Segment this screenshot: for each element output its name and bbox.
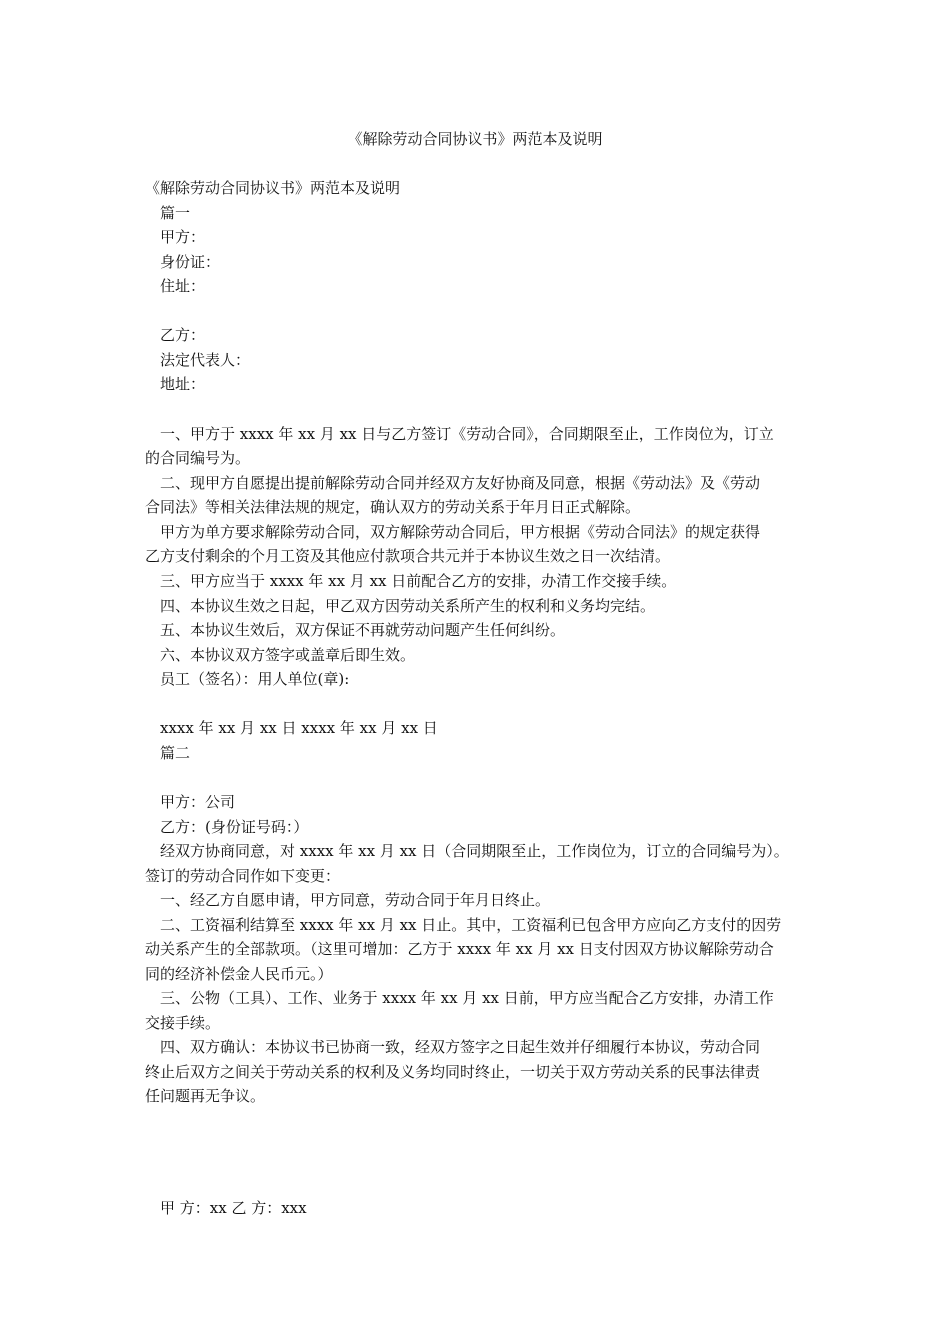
document-title: 《解除劳动合同协议书》两范本及说明 xyxy=(347,130,603,148)
part2-clause4-line2: 终止后双方之间关于劳动关系的权利及义务均同时终止，一切关于双方劳动关系的民事法律责 xyxy=(145,1063,761,1081)
part1-dates: xxxx 年 xx 月 xx 日 xxxx 年 xx 月 xx 日 xyxy=(160,719,438,737)
part1-clause1-line2: 的合同编号为。 xyxy=(145,449,251,467)
part2-intro-line2: 签订的劳动合同作如下变更： xyxy=(145,867,341,885)
part2-clause2-line1: 二、工资福利结算至 xxxx 年 xx 月 xx 日止。其中，工资福利已包含甲方应向乙方支付的因劳 xyxy=(160,916,782,934)
part2-clause2-line3: 同的经济补偿金人民币元。） xyxy=(145,965,333,983)
part2-clause3-line1: 三、公物（工具）、工作、业务于 xxxx 年 xx 月 xx 日前，甲方应当配合乙方安排，办清工作 xyxy=(160,989,774,1007)
part1-clause5: 五、本协议生效后，双方保证不再就劳动问题产生任何纠纷。 xyxy=(160,621,566,639)
part2-clause4-line3: 任问题再无争议。 xyxy=(145,1087,266,1105)
part1-clause2b-line2: 乙方支付剩余的个月工资及其他应付款项合共元并于本协议生效之日一次结清。 xyxy=(145,547,671,565)
part2-heading: 篇二 xyxy=(160,744,191,762)
part2-clause4-line1: 四、双方确认：本协议书已协商一致，经双方签字之日起生效并仔细履行本协议，劳动合同 xyxy=(160,1038,761,1056)
part2-clause3-line2: 交接手续。 xyxy=(145,1014,221,1032)
part1-clause2b-line1: 甲方为单方要求解除劳动合同，双方解除劳动合同后，甲方根据《劳动合同法》的规定获得 xyxy=(160,523,761,541)
part2-clause1: 一、经乙方自愿申请，甲方同意，劳动合同于年月日终止。 xyxy=(160,891,551,909)
part2-clause2-line2: 动关系产生的全部款项。（这里可增加：乙方于 xxxx 年 xx 月 xx 日支付因双方协议解除劳动合 xyxy=(145,940,774,958)
part1-legal-rep: 法定代表人： xyxy=(160,351,251,369)
part2-party-a: 甲方：公司 xyxy=(160,793,236,811)
document-subtitle: 《解除劳动合同协议书》两范本及说明 xyxy=(145,179,401,197)
part1-address: 住址： xyxy=(160,277,206,295)
part1-clause6: 六、本协议双方签字或盖章后即生效。 xyxy=(160,646,416,664)
part1-party-b: 乙方： xyxy=(160,326,206,344)
part1-clause4: 四、本协议生效之日起，甲乙双方因劳动关系所产生的权利和义务均完结。 xyxy=(160,597,656,615)
part1-clause3: 三、甲方应当于 xxxx 年 xx 月 xx 日前配合乙方的安排，办清工作交接手续。 xyxy=(160,572,677,590)
part1-party-a: 甲方： xyxy=(160,228,206,246)
part2-signature: 甲 方：xx 乙 方：xxx xyxy=(160,1199,307,1217)
part1-address-b: 地址： xyxy=(160,375,206,393)
part1-clause2-line2: 合同法》等相关法律法规的规定，确认双方的劳动关系于年月日正式解除。 xyxy=(145,498,641,516)
part1-id-card: 身份证： xyxy=(160,253,221,271)
part1-heading: 篇一 xyxy=(160,204,191,222)
part2-party-b: 乙方：(身份证号码：） xyxy=(160,818,309,836)
part1-signature: 员工（签名）：用人单位(章): xyxy=(160,670,350,688)
part1-clause1-line1: 一、甲方于 xxxx 年 xx 月 xx 日与乙方签订《劳动合同》，合同期限至止，工作岗位为，订立 xyxy=(160,425,774,443)
part1-clause2-line1: 二、现甲方自愿提出提前解除劳动合同并经双方友好协商及同意，根据《劳动法》及《劳动 xyxy=(160,474,761,492)
part2-intro-line1: 经双方协商同意，对 xxxx 年 xx 月 xx 日（合同期限至止，工作岗位为，订立的合同编号为）。 xyxy=(160,842,789,860)
